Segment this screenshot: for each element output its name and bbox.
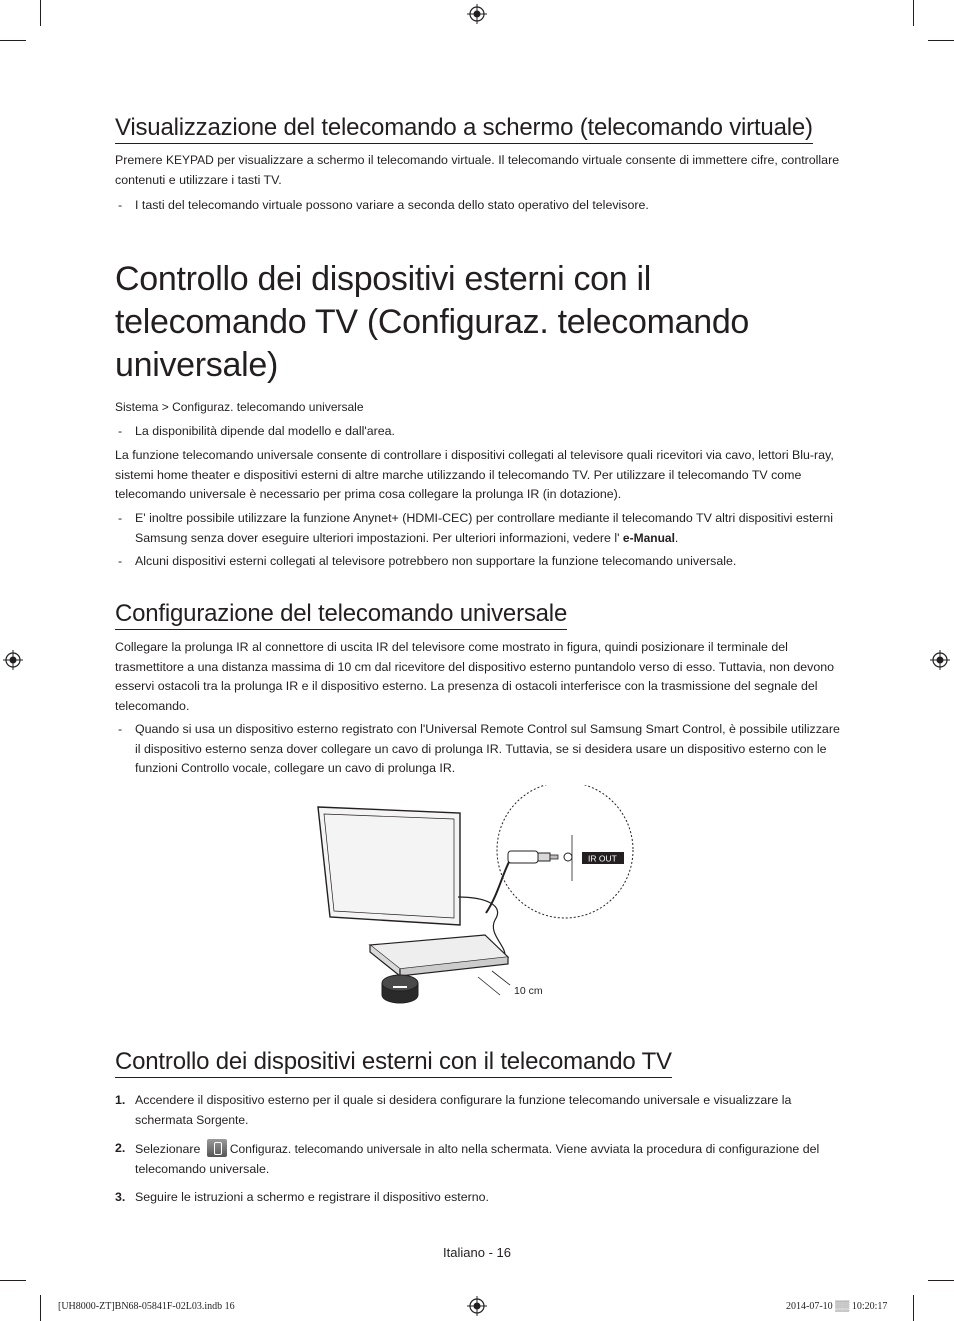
text: per visualizzare a schermo il telecomando virtuale. Il telecomando virtuale consente di immettere cifre, controllare contenuti e utilizzare i tasti TV.: [115, 153, 840, 187]
crop-mark: [913, 1295, 914, 1321]
note-text: E' inoltre possibile utilizzare la funzione Anynet+ (HDMI-CEC) per controllare mediante il telecomando TV altri dispositivi esterni Samsung senza dover eseguire ulteriori impostazioni. Per ulteriori informazioni, vedere l': [135, 511, 834, 545]
note-text: Alcuni dispositivi esterni collegati al televisore potrebbero non supportare la funzione telecomando universale.: [135, 554, 737, 568]
ir-blaster-illustration: [382, 975, 418, 1003]
keyword-e-manual: e-Manual: [622, 530, 675, 545]
keyword-voice-control: Controllo vocale: [181, 761, 268, 775]
note-voice-control: [115, 720, 845, 779]
note-anynet: [115, 509, 845, 548]
step-number: 1.: [115, 1093, 126, 1107]
registration-mark-icon: [467, 4, 487, 24]
keyword-universal-remote: Configuraz. telecomando universale: [229, 1142, 422, 1156]
ir-extender-diagram: [310, 785, 650, 1010]
keyword-sorgente: Sorgente: [196, 1112, 245, 1127]
crop-mark: [40, 1295, 41, 1321]
step-text: Accendere il dispositivo esterno per il quale si desidera configurare la funzione telecomando universale e visualizzare la schermata: [135, 1093, 792, 1127]
page-number: Italiano - 16: [443, 1245, 511, 1260]
crop-mark: [0, 40, 26, 41]
chapter-title-universal-remote: Controllo dei dispositivi esterni con il telecomando TV (Configuraz. telecomando universale): [115, 260, 750, 384]
note-dash: -: [118, 424, 123, 438]
step-1: [115, 1091, 845, 1130]
note-dash: -: [118, 554, 123, 568]
note-unsupported: [115, 552, 845, 572]
crop-mark: [928, 40, 954, 41]
distance-label: 10 cm: [514, 985, 543, 997]
print-timestamp: 2014-07-10 ▒▒ 10:20:17: [786, 1301, 888, 1312]
crop-mark: [928, 1280, 954, 1281]
breadcrumb-root: Sistema: [115, 400, 159, 414]
crop-mark: [40, 0, 41, 26]
note-text: La disponibilità dipende dal modello e dall'area.: [135, 424, 395, 438]
registration-mark-icon: [467, 1296, 487, 1316]
tv-illustration: [318, 807, 460, 925]
paragraph-virtual-remote: [115, 151, 845, 190]
text: Premere: [115, 153, 166, 167]
breadcrumb-leaf: Configuraz. telecomando universale: [172, 400, 364, 414]
section-heading-virtual-remote: Visualizzazione del telecomando a schermo (telecomando virtuale): [115, 114, 813, 144]
breadcrumb-separator: >: [161, 400, 169, 414]
note-dash: -: [118, 198, 123, 212]
step-number: 2.: [115, 1141, 126, 1155]
step-number: 3.: [115, 1190, 126, 1204]
step-text: in alto nella schermata. Viene avviata la procedura di configurazione del telecomando universale.: [135, 1142, 820, 1176]
note-dash: -: [118, 722, 123, 736]
step-2: [115, 1139, 845, 1179]
crop-mark: [0, 1280, 26, 1281]
ir-connector-illustration: [508, 835, 572, 881]
universal-remote-icon: [207, 1139, 227, 1157]
step-text: Selezionare: [135, 1142, 204, 1156]
set-top-box-illustration: [370, 935, 508, 976]
step-text: .: [245, 1112, 249, 1127]
step-text: Seguire le istruzioni a schermo e registrare il dispositivo esterno.: [135, 1190, 489, 1204]
registration-mark-icon: [930, 650, 950, 670]
note-dash: -: [118, 511, 123, 525]
ir-out-label: IR OUT: [588, 853, 617, 864]
note-text: , collegare un cavo di prolunga IR.: [267, 761, 456, 775]
breadcrumb: [115, 398, 845, 418]
paragraph-universal-remote: La funzione telecomando universale consente di controllare i dispositivi collegati al televisore quali ricevitori via cavo, lettori Blu-ray, sistemi home theater e dispositivi esterni di altre marche utilizzando il telecomando TV. Per utilizzare il telecomando TV come telecomando universale è necessario per prima cosa collegare la prolunga IR (in dotazione).: [115, 448, 834, 501]
note-virtual-remote: [115, 196, 845, 216]
section-heading-configuration: Configurazione del telecomando universale: [115, 600, 567, 630]
note-text: I tasti del telecomando virtuale possono variare a seconda dello stato operativo del televisore.: [135, 198, 649, 212]
step-3: [115, 1188, 845, 1208]
keyword-keypad: KEYPAD: [165, 153, 214, 167]
file-info: [UH8000-ZT]BN68-05841F-02L03.indb 16: [58, 1301, 235, 1312]
crop-mark: [913, 0, 914, 26]
note-availability: [115, 422, 845, 442]
registration-mark-icon: [3, 650, 23, 670]
note-text: .: [674, 530, 679, 545]
section-heading-control: Controllo dei dispositivi esterni con il telecomando TV: [115, 1048, 672, 1078]
paragraph-configuration: Collegare la prolunga IR al connettore di uscita IR del televisore come mostrato in figura, quindi posizionare il terminale del trasmettitore a una distanza massima di 10 cm dal ricevitore del dispositivo esterno puntandolo verso di esso. Tuttavia, non devono esservi ostacoli tra la prolunga IR e il dispositivo esterno. La presenza di ostacoli interferisce con la trasmissione del segnale del telecomando.: [115, 640, 835, 713]
note-text: Quando si usa un dispositivo esterno registrato con l'Universal Remote Control sul Samsung Smart Control, è possibile utilizzare il dispositivo esterno senza dover collegare un cavo di prolunga IR. Tuttavia, se si desidera usare un dispositivo esterno con le funzioni: [135, 722, 840, 775]
